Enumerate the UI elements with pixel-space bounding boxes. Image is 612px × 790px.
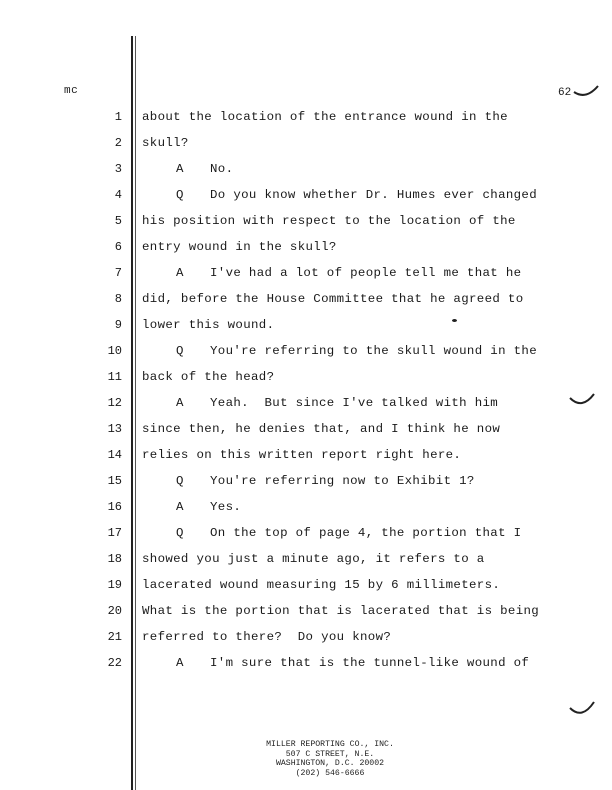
line-text [142,370,274,384]
line-text [142,240,337,254]
line-number: 5 [114,214,122,228]
transcript-line [0,288,612,308]
transcript-line [0,548,612,568]
speaker-label: Q [176,344,184,358]
line-number: 13 [107,422,122,436]
line-number: 8 [114,292,122,306]
line-content: since then, he denies that, and I think he now [142,422,501,436]
line-number: 17 [107,526,122,540]
transcript-line [0,574,612,594]
speaker-label: A [176,500,184,514]
footer-company: MILLER REPORTING CO., INC. [266,740,394,749]
transcript-line [0,496,612,516]
transcript-line [0,522,612,542]
line-content: Yes. [210,500,242,514]
transcript-line [0,158,612,178]
line-text [142,136,189,150]
line-number: 11 [107,370,122,384]
transcript-line [0,444,612,464]
line-content: back of the head? [142,370,275,384]
page-number: 62 [558,87,572,99]
line-number: 4 [114,188,122,202]
transcript-line [0,262,612,282]
line-content: On the top of page 4, the portion that I [210,526,522,540]
line-number: 12 [107,396,122,410]
line-text [176,344,537,358]
line-number: 3 [114,162,122,176]
transcript-line [0,366,612,386]
speaker-label: Q [176,474,184,488]
transcript-line [0,132,612,152]
line-number: 20 [107,604,122,618]
line-number: 1 [114,110,122,124]
transcript-line [0,470,612,490]
footer-street: 507 C STREET, N.E. [285,749,375,759]
footer-phone: (202) 546-6666 [295,768,365,778]
line-content: entry wound in the skull? [142,240,337,254]
line-text [176,266,521,280]
transcript-line [0,626,612,646]
line-number: 15 [107,474,122,488]
line-text [176,474,475,488]
speaker-label: A [176,266,184,280]
line-text [142,552,485,566]
line-content: I've had a lot of people tell me that he [210,266,522,280]
transcript-line [0,340,612,360]
reporter-initials: mc [64,85,79,97]
transcript-line [0,600,612,620]
line-number: 21 [107,630,122,644]
binding-curve-icon [572,78,602,102]
line-content: skull? [142,136,189,150]
line-content: Yeah. But since I've talked with him [210,396,499,410]
line-text [176,656,529,670]
line-text [176,526,521,540]
line-content: his position with respect to the location of the [142,214,516,228]
line-content: You're referring to the skull wound in the [210,344,537,358]
line-text [176,396,498,410]
line-text [142,422,500,436]
line-text [142,292,524,306]
line-content: I'm sure that is the tunnel-like wound of [210,656,530,670]
transcript-line [0,236,612,256]
transcript-line [0,418,612,438]
speaker-label: A [176,656,184,670]
speaker-label: Q [176,526,184,540]
binding-curve-icon [568,698,598,722]
line-number: 18 [107,552,122,566]
line-number: 7 [114,266,122,280]
line-content: Do you know whether Dr. Humes ever changed [210,188,537,202]
line-content: No. [210,162,234,176]
transcript-line [0,106,612,126]
line-text [142,448,461,462]
line-text [142,578,500,592]
line-number: 6 [114,240,122,254]
line-content: lacerated wound measuring 15 by 6 millimeters. [142,578,501,592]
speaker-label: A [176,162,184,176]
line-content: about the location of the entrance wound in the [142,110,508,124]
line-content: did, before the House Committee that he agreed to [142,292,524,306]
line-text [142,214,516,228]
line-text [176,162,233,176]
speaker-label: Q [176,188,184,202]
transcript-line [0,184,612,204]
transcript-line [0,652,612,672]
line-content: What is the portion that is lacerated that is being [142,604,540,618]
line-text [142,630,391,644]
line-content: You're referring now to Exhibit 1? [210,474,475,488]
line-content: relies on this written report right here. [142,448,462,462]
speaker-label: A [176,396,184,410]
line-number: 16 [107,500,122,514]
transcript-line [0,314,612,334]
line-number: 19 [107,578,122,592]
line-content: lower this wound. [142,318,275,332]
transcript-line [0,210,612,230]
line-number: 10 [107,344,122,358]
transcript-line [0,392,612,412]
line-text [142,110,508,124]
line-text [176,500,241,514]
line-number: 2 [114,136,122,150]
line-content: referred to there? Do you know? [142,630,392,644]
line-content: showed you just a minute ago, it refers to a [142,552,485,566]
reporting-company-footer [240,740,420,778]
line-number: 14 [107,448,122,462]
line-number: 9 [114,318,122,332]
line-text [142,318,274,332]
line-number: 22 [107,656,122,670]
line-text [142,604,539,618]
line-text [176,188,537,202]
footer-city: WASHINGTON, D.C. 20002 [275,759,385,768]
